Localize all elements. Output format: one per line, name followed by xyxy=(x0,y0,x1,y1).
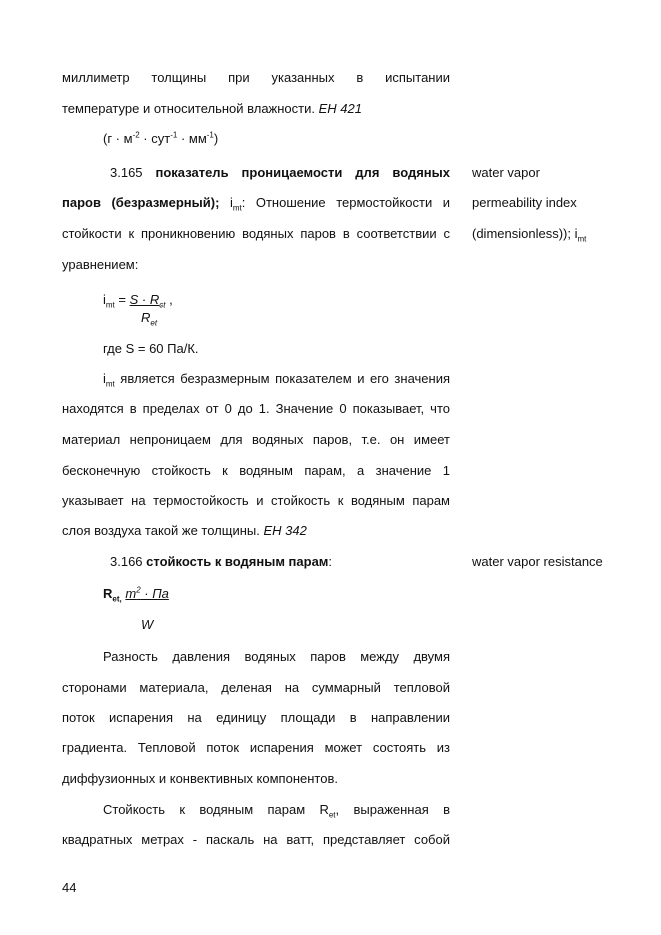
text: квадратных метрах - паскаль на ватт, представляет собой xyxy=(62,832,450,847)
formula-denominator xyxy=(141,310,157,326)
text: water vapor resistance xyxy=(472,554,603,569)
text-line xyxy=(62,257,138,273)
formula-text: R xyxy=(141,310,151,325)
text: уравнением: xyxy=(62,257,139,272)
text: находятся в пределах от 0 до 1. Значение 0 показывает, что xyxy=(62,401,450,416)
text-line xyxy=(62,832,450,848)
subscript: mt xyxy=(577,234,587,244)
text-line xyxy=(62,401,450,417)
formula-text: S · R xyxy=(129,292,160,307)
term-title: паров (безразмерный); xyxy=(62,195,220,210)
symbol: i xyxy=(103,292,106,307)
english-term xyxy=(472,165,540,181)
text-line xyxy=(103,341,199,357)
symbol: R xyxy=(103,586,113,601)
text-line xyxy=(62,493,450,509)
term-heading xyxy=(110,554,332,570)
text: (г · м xyxy=(103,131,133,146)
text: 44 xyxy=(62,880,77,895)
formula-numerator xyxy=(103,292,173,308)
subscript: mt xyxy=(105,300,115,310)
term-number: 3.166 xyxy=(110,554,147,569)
exponent: -1 xyxy=(206,130,214,140)
term-title: стойкость к водяным парам xyxy=(146,554,329,569)
exponent: 2 xyxy=(136,585,141,595)
text-line xyxy=(62,432,450,448)
text: , выраженная в xyxy=(335,802,450,817)
text: Стойкость к водяным парам R xyxy=(103,802,329,817)
term-heading xyxy=(110,165,450,181)
subscript: et, xyxy=(112,594,122,604)
text: материал непроницаем для водяных паров, т.е. он имеет xyxy=(62,432,450,447)
text: диффузионных и конвективных компонентов. xyxy=(62,771,338,786)
standard-ref: ЕН 421 xyxy=(318,101,362,116)
symbol: i xyxy=(229,195,233,210)
text-line xyxy=(62,710,450,726)
text: , xyxy=(165,292,173,307)
text: поток испарения на единицу площади в направлении xyxy=(62,710,450,725)
text-line xyxy=(62,740,450,756)
unit-line xyxy=(103,131,218,147)
formula-denominator xyxy=(141,617,153,633)
text-line xyxy=(62,70,450,86)
unit-formula xyxy=(103,586,169,602)
text: градиента. Тепловой поток испарения может состоять из xyxy=(62,740,450,755)
page-number xyxy=(62,880,76,896)
text: сторонами материала, деленая на суммарный тепловой xyxy=(62,680,450,695)
formula-text: W xyxy=(141,617,154,632)
text: Разность давления водяных паров между двумя xyxy=(103,649,450,664)
text: · сут xyxy=(139,131,171,146)
subscript: mt xyxy=(232,203,242,213)
text: стойкости к проникновению водяных паров в соответствии с xyxy=(62,226,450,241)
text-line xyxy=(62,771,338,787)
text: где S = 60 Па/К. xyxy=(103,341,199,356)
exponent: -1 xyxy=(170,130,178,140)
text: является безразмерным показателем и его значения xyxy=(114,371,450,386)
formula-text: · Па xyxy=(140,586,169,601)
text: (dimensionless)); i xyxy=(472,226,578,241)
text: температуре и относительной влажности. xyxy=(62,101,319,116)
text-line xyxy=(62,523,307,539)
text-line xyxy=(62,680,450,696)
text-line xyxy=(62,195,450,211)
text: слоя воздуха такой же толщины. xyxy=(62,523,264,538)
english-term xyxy=(472,195,577,211)
symbol: i xyxy=(103,371,106,386)
text-line xyxy=(103,802,450,818)
text-line xyxy=(103,371,450,387)
text-line xyxy=(103,649,450,665)
text-line xyxy=(62,463,450,479)
text: миллиметр толщины при указанных в испытании xyxy=(62,70,450,85)
exponent: -2 xyxy=(132,130,140,140)
text: : Отношение термостойкости и xyxy=(241,195,450,210)
text: : xyxy=(328,554,333,569)
text: ) xyxy=(213,131,219,146)
term-number: 3.165 xyxy=(110,165,156,180)
subscript: mt xyxy=(105,379,115,389)
standard-ref: ЕН 342 xyxy=(263,523,307,538)
text: permeability index xyxy=(472,195,577,210)
text: указывает на термостойкость и стойкость к водяным парам xyxy=(62,493,450,508)
text-line xyxy=(62,226,450,242)
text-line xyxy=(62,101,362,117)
text: · мм xyxy=(177,131,207,146)
term-title: показатель проницаемости для водяных xyxy=(155,165,450,180)
text: бесконечную стойкость к водяным парам, а значение 1 xyxy=(62,463,450,478)
text: water vapor xyxy=(472,165,540,180)
subscript: et xyxy=(150,318,158,328)
subscript: et xyxy=(328,810,336,820)
text: = xyxy=(114,292,130,307)
english-term xyxy=(472,226,586,242)
english-term xyxy=(472,554,603,570)
formula-text: m xyxy=(125,586,137,601)
subscript: ct xyxy=(159,300,166,310)
